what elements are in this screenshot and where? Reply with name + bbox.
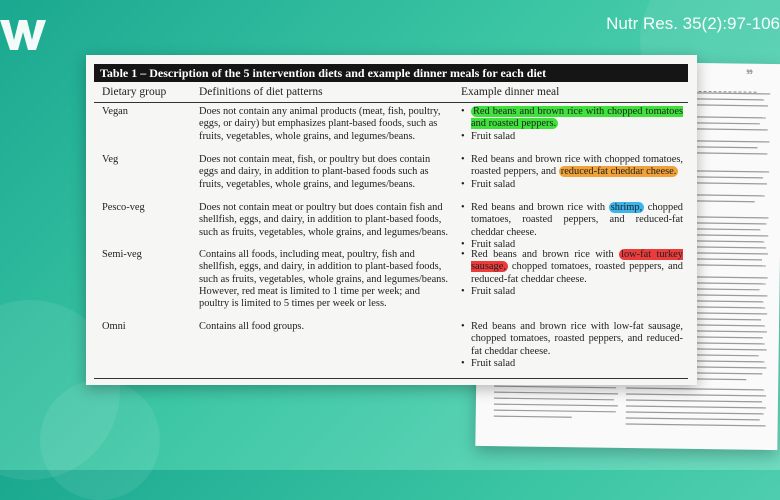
table-title: Table 1 – Description of the 5 intervention diets and example dinner meals for each diet [94, 64, 688, 82]
meal-text: Red beans and brown rice with [471, 249, 614, 260]
meal-item [461, 106, 683, 131]
meal-item [461, 131, 683, 143]
row-definition-pesco-veg: Does not contain meat or poultry but does contain fish and shellfish, eggs, and dairy, in addition to plant-based foods, such as fruits, vegetables, whole grains, and legumes/beans. [199, 202, 449, 238]
row-group-omni: Omni [102, 321, 126, 332]
meal-item [461, 179, 683, 191]
meal-item [461, 321, 683, 358]
paper-page-number: 99 [746, 69, 753, 76]
meal-extra: Fruit salad [471, 285, 516, 297]
brand-logo-icon [0, 14, 46, 54]
background-circle [40, 380, 160, 500]
row-meal-veg [461, 154, 683, 191]
table-bottom-rule [94, 378, 688, 379]
meal-text: Red beans and brown rice with chopped tomatoes, roasted peppers, and [471, 154, 683, 178]
meal-item [461, 249, 683, 286]
row-group-veg: Veg [102, 154, 119, 165]
meal-item [461, 202, 683, 239]
highlight-blue: shrimp, [610, 202, 643, 213]
row-meal-pesco-veg [461, 202, 683, 251]
row-definition-semi-veg: Contains all foods, including meat, poultry, fish and shellfish, eggs, and dairy, in addition to plant-based foods, such as fruits, vegetables, whole grains, and legumes/beans. However, red meat is limited to 1 time per week; and poultry is limited to 5 times per week or less. [199, 249, 449, 310]
row-meal-semi-veg [461, 249, 683, 298]
meal-text: chopped tomatoes, roasted peppers, and reduced-fat cheddar cheese. [471, 202, 683, 238]
column-header-dietary-group: Dietary group [102, 86, 167, 98]
meal-item [461, 358, 683, 370]
meal-extra: Fruit salad [471, 238, 516, 250]
meal-extra: Fruit salad [471, 130, 516, 142]
header-divider [94, 102, 688, 103]
row-meal-omni [461, 321, 683, 370]
meal-extra: Fruit salad [471, 357, 516, 369]
row-definition-veg: Does not contain meat, fish, or poultry but does contain eggs and dairy, in addition to plant-based foods such as fruits, vegetables, whole grains, and legumes/beans. [199, 154, 431, 190]
row-group-semi-veg: Semi-veg [102, 249, 142, 260]
row-definition-omni: Contains all food groups. [199, 321, 305, 332]
row-definition-vegan: Does not contain any animal products (meat, fish, poultry, eggs, or dairy) but emphasizes plant-based foods, such as fruits, vegetables, whole grains, and legumes/beans. [199, 106, 441, 142]
highlight-red: low-fat turkey sausage, [471, 249, 683, 273]
meal-text: Red beans and brown rice with low-fat sausage, chopped tomatoes, roasted peppers, and reduced-fat cheddar cheese. [471, 321, 683, 357]
highlight-orange: reduced-fat cheddar cheese. [560, 166, 677, 178]
row-meal-vegan [461, 106, 683, 143]
diet-table-card [86, 55, 697, 385]
meal-extra: Fruit salad [471, 178, 516, 190]
journal-citation: Nutr Res. 35(2):97-106 [606, 14, 780, 33]
meal-text: Red beans and brown rice with [471, 202, 606, 213]
row-group-vegan: Vegan [102, 106, 128, 117]
meal-item [461, 286, 683, 298]
meal-item [461, 154, 683, 179]
column-header-example-meal: Example dinner meal [461, 86, 560, 98]
column-header-definitions: Definitions of diet patterns [199, 86, 323, 98]
highlight-green: Red beans and brown rice with chopped tomatoes and roasted peppers. [471, 106, 683, 130]
row-group-pesco-veg: Pesco-veg [102, 202, 145, 213]
meal-text: chopped tomatoes, roasted peppers, and reduced-fat cheddar cheese. [471, 261, 683, 285]
